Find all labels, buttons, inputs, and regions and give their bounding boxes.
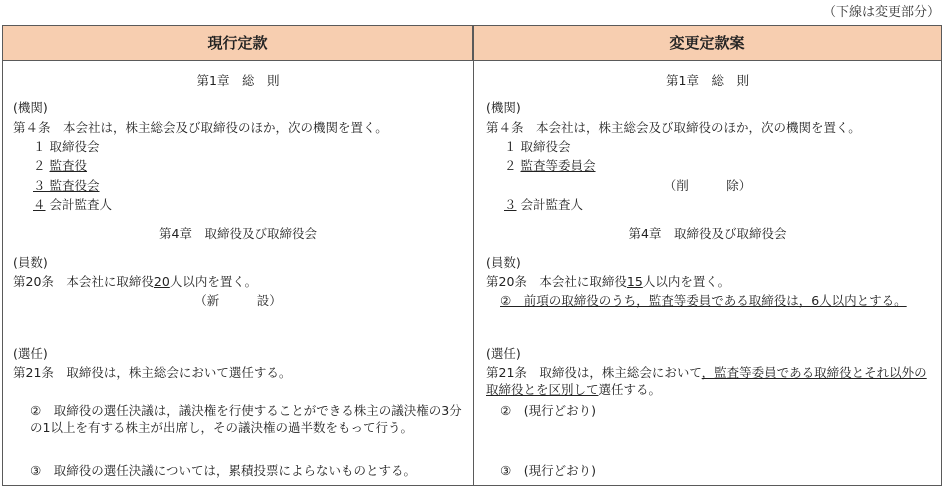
current-chapter1: 第1章 総 則 xyxy=(196,73,280,88)
proposed-art20-heading: (員数) xyxy=(486,255,521,270)
proposed-art21-p3: ③ (現行どおり) xyxy=(500,463,596,478)
current-item2-num: ２ xyxy=(33,158,46,173)
proposed-art20-p2: ② 前項の取締役のうち，監査等委員である取締役は，6人以内とする。 xyxy=(500,293,907,308)
proposed-art20-num: 15 xyxy=(626,274,643,289)
header-proposed: 変更定款案 xyxy=(473,26,941,61)
current-art20-num: 20 xyxy=(153,274,170,289)
current-art21-text: 第21条 取締役は，株主総会において選任する。 xyxy=(13,365,292,380)
proposed-item2-text: 監査等委員会 xyxy=(520,158,596,173)
proposed-art21-pre: 第21条 取締役は，株主総会において xyxy=(486,365,702,380)
proposed-art4-heading: (機関) xyxy=(486,100,521,115)
current-new-clause: （新 設） xyxy=(194,293,282,308)
header-current: 現行定款 xyxy=(3,26,473,61)
current-art21-p3: ③ 取締役の選任決議については，累積投票によらないものとする。 xyxy=(30,463,416,478)
comparison-table xyxy=(2,25,942,486)
proposed-item1: １ 取締役会 xyxy=(504,139,571,154)
legend-note: （下線は変更部分） xyxy=(822,5,940,20)
current-art20-heading: (員数) xyxy=(13,255,48,270)
current-art20-pre: 第20条 本会社に取締役 xyxy=(13,274,154,289)
current-item1: １ 取締役会 xyxy=(33,139,100,154)
current-item4-num: ４ xyxy=(33,197,46,212)
current-art21-heading: (選任) xyxy=(13,346,48,361)
current-art4-text: 第４条 本会社は，株主総会及び取締役のほか，次の機関を置く。 xyxy=(13,120,388,135)
proposed-item2-num: ２ xyxy=(504,158,521,173)
proposed-art21-heading: (選任) xyxy=(486,346,521,361)
current-item2 xyxy=(33,157,87,174)
column-divider xyxy=(473,26,474,485)
proposed-art21-p2: ② (現行どおり) xyxy=(500,403,596,418)
current-chapter4: 第4章 取締役及び取締役会 xyxy=(159,226,317,241)
proposed-deleted: （削 除） xyxy=(663,178,752,193)
proposed-chapter4: 第4章 取締役及び取締役会 xyxy=(628,226,787,241)
proposed-item3-text: 会計監査人 xyxy=(516,197,583,212)
proposed-art20-post: 人以内を置く。 xyxy=(642,274,731,289)
proposed-item3 xyxy=(504,196,583,213)
proposed-art21-change: ，監査等委員である取締役とそれ以外の取締役とを区別して xyxy=(486,365,927,397)
proposed-art20-text xyxy=(486,273,730,290)
current-item4-text: 会計監査人 xyxy=(45,197,112,212)
current-item2-text: 監査役 xyxy=(49,158,88,173)
proposed-art21-post: 選任する。 xyxy=(598,382,662,397)
proposed-item3-num: ３ xyxy=(504,197,517,212)
proposed-art20-pre: 第20条 本会社に取締役 xyxy=(486,274,627,289)
current-art20-post: 人以内を置く。 xyxy=(169,274,258,289)
current-art20-text xyxy=(13,273,257,290)
proposed-art4-text: 第４条 本会社は，株主総会及び取締役のほか，次の機関を置く。 xyxy=(486,120,861,135)
proposed-chapter1: 第1章 総 則 xyxy=(666,73,749,88)
proposed-item2 xyxy=(504,157,596,174)
current-item4 xyxy=(33,196,112,213)
current-item3: ３ 監査役会 xyxy=(33,178,100,193)
current-art21-p2: ② 取締役の選任決議は，議決権を行使することができる株主の議決権の3分の1以上を有する株主が出席し，その議決権の過半数をもって行う。 xyxy=(30,403,462,435)
current-art4-heading: (機関) xyxy=(13,100,48,115)
proposed-art21-text xyxy=(486,364,938,398)
